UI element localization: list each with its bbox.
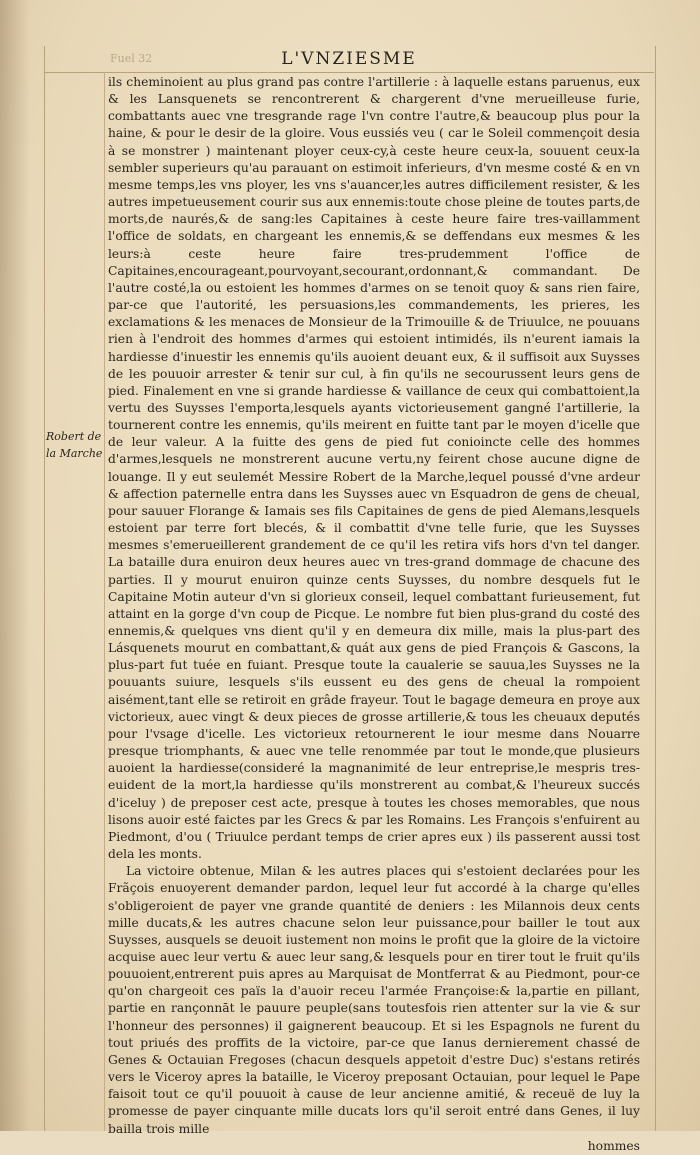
margin-rule [104,72,105,1131]
margin-note-line: Robert de [46,430,102,443]
header-rule [44,72,654,73]
ghost-folio: Fuel 32 [110,52,153,65]
paragraph: La victoire obtenue, Milan & les autres places qui s'estoient declarées pour les Frãçois enuoyerent demander pardon, lequel leur fut accordé à la charge qu'elles s'obligeroient de payer vne grande quantité de deniers : les Milannois deux cents mille ducats,& les autres chacune selon leur puissance,pour bailler le tout aux Suysses, ausquels se deuoit iustement non moins le profit que la gloire de la victoire acquise auec leur vertu & auec leur sang,& lesquels pour en tirer tout le fruit qu'ils pouuoient,entrerent puis apres au Marquisat de Montferrat & au Piedmont, pour-ce qu'on chargeoit ces païs la d'auoir receu l'armée Françoise:& la,partie en pillant, partie en rançonnāt le pauure peuple(sans toutesfois rien attenter sur la vie & sur l'honneur des personnes) il gaignerent beaucoup. Et si les Espagnols ne furent du tout priués des proffits de la victoire, par-ce que Ianus dernierement chassé de Genes & Octauian Fregoses (chacun desquels appetoit d'estre Duc) s'estans retirés vers le Viceroy apres la bataille, le Viceroy preposant Octauian, pour lequel le Pape faisoit tout ce qu'il pouuoit à cause de leur ancienne amitié, & receuë de luy la promesse de payer cinquante mille ducats lors qu'il seroit entré dans Genes, il luy bailla trois mille [108,864,640,1136]
catchword: hommes [587,1138,640,1153]
paragraph: ils cheminoient au plus grand pas contre l'artillerie : à laquelle estans paruenus, eux & les Lansquenets se rencontrerent & chargerent d'vne merueilleuse furie, combattants auec vne tresgrande rage l'vn contre l'autre,& beaucoup plus pour la haine, & pour le desir de la gloire. Vous eussiés veu ( car le Soleil commençoit desia à se monstrer ) maintenant ployer ceux-cy,à ceste heure ceux-la, souuent ceux-la sembler superieurs qu'au parauant on estimoit inferieurs, d'vn mesme costé & en vn mesme temps,les vns ployer, les vns s'auancer,les autres difficilement resister, & les autres impetueusement courir sus aux ennemis:toute chose pleine de toutes parts,de morts,de naurés,& de sang:les Capitaines à ceste heure faire tres-vaillamment l'office de soldats, en chargeant les ennemis,& se deffendans eux mesmes & les leurs:à ceste heure faire tres-prudemment l'office de Capitaines,encourageant,pourvoyant,secourant,ordonnant,& commandant. De l'autre costé,la ou estoient les hommes d'armes on se tenoit quoy & sans rien faire, par-ce que l'autorité, les persuasions,les commandements, les prieres, les exclamations & les menaces de Monsieur de la Trimouille & de Triuulce, ne pouuans rien à l'endroit des hommes d'armes qui estoient intimidés, ils n'eurent iamais la hardiesse d'inuestir les ennemis qu'ils auoient deuant eux, & il suffisoit aux Suysses de les pouuoir arrester & tenir sur cul, à fin qu'ils ne secourussent leurs gens de pied. Finalement en vne si grande hardiesse & vaillance de ceux qui combattoient,la vertu des Suysses l'emporta,lesquels ayants victorieusement gangné l'artillerie, la tournerent contre les ennemis, qu'ils meirent en fuitte tant par le moyen d'icelle que de leur valeur. A la fuitte des gens de pied fut conioincte celle des hommes d'armes,lesquels ne monstrerent aucune vertu,ny feirent chose aucune digne de louange. Il y eut seulemét Messire Robert de la Marche,lequel poussé d'vne ardeur & affection paternelle entra dans les Suysses auec vn Esquadron de gens de cheual, pour sauuer Florange & Iamais ses fils Capitaines de gens de pied Alemans,lesquels estoient par terre fort blecés, & il combattit d'vne telle furie, que les Suysses mesmes s'emerueillerent grandement de ce qu'il les retira vifs hors d'vn tel danger. La bataille dura enuiron deux heures auec vn tres-grand dommage de chacune des parties. Il y mourut enuiron quinze cents Suysses, du nombre desquels fut le Capitaine Motin auteur d'vn si glorieux conseil, lequel combattant furieusement, fut attaint en la gorge d'vn coup de Picque. Le nombre fut bien plus-grand du costé des ennemis,& quelques vns dient qu'il y en demeura dix mille, mais la plus-part des Lásquenets mourut en combattant,& quát aux gens de pied François & Gascons, la plus-part fut tuée en fuiant. Presque toute la caualerie se sauua,les Suysses ne la pouuants suiure, lesquels s'ils eussent eu des gens de cheual la rompoient aisément,tant elle se retiroit en grâde frayeur. Tout le bagage demeura en proye aux victorieux, auec vingt & deux pieces de grosse artillerie,& tous les cheuaux deputés pour l'vsage d'icelle. Les victorieux retournerent le iour mesme dans Nouarre presque triomphants, & auec vne telle renommée par tout le monde,que plusieurs auoient la hardiesse(consideré la magnanimité de leur entreprise,le mespris tres-euident de la mort,la hardiesse qu'ils monstrerent au combat,& l'heureux succés d'iceluy ) de preposer cest acte, presque à toutes les choses memorables, que nous lisons auoir esté faictes par les Grecs & par les Romains. Les François s'enfuirent au Piedmont, d'ou ( Triuulce perdant temps de crier apres eux ) ils passerent aussi tost dela les monts. [108,75,640,862]
running-head: L'VNZIESME [281,49,417,69]
margin-note [46,428,106,462]
gutter-shadow [0,0,30,1131]
body-text [108,74,640,1155]
margin-note-line: la Marche [46,447,103,460]
